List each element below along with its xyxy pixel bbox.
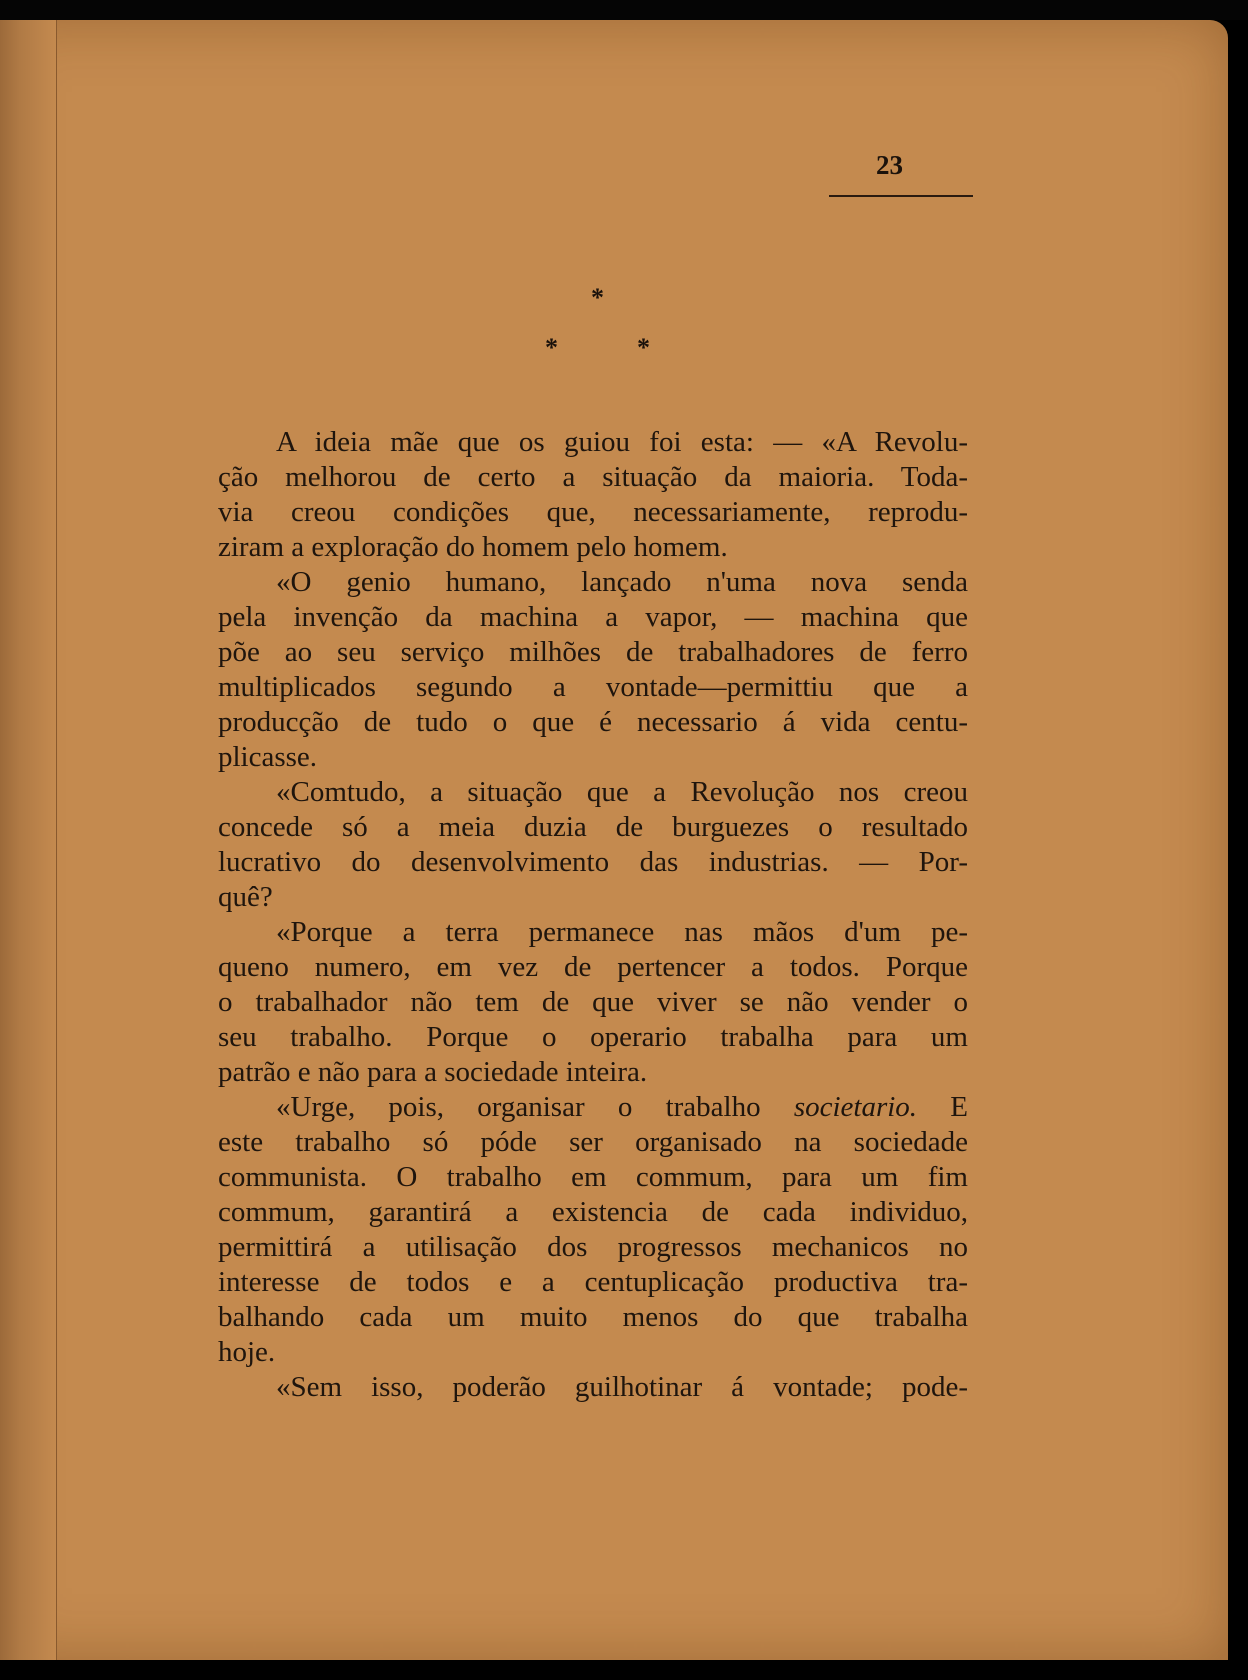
text-line: «Sem isso, poderão guilhotinar á vontade; pode-: [276, 1371, 968, 1403]
asterism-left-star: *: [545, 333, 558, 362]
text-line: A ideia mãe que os guiou foi esta: — «A Revolu-: [276, 426, 968, 458]
text-line: quê?: [218, 881, 273, 913]
asterism-top-star: *: [591, 283, 604, 312]
text-line: lucrativo do desenvolvimento das industrias. — Por-: [218, 846, 968, 878]
emphasized-word: societario.: [793, 1091, 918, 1123]
text-line: «Porque a terra permanece nas mãos d'um pe-: [276, 916, 968, 948]
text-line: concede só a meia duzia de burguezes o resultado: [218, 811, 968, 843]
text-fragment: «Urge, pois, organisar o trabalho: [276, 1091, 761, 1123]
text-line: «O genio humano, lançado n'uma nova senda: [276, 566, 968, 598]
text-line: multiplicados segundo a vontade—permittiu que a: [218, 671, 968, 703]
text-line: permittirá a utilisação dos progressos mechanicos no: [218, 1231, 968, 1263]
text-line-with-emphasis: [218, 1090, 968, 1125]
text-fragment: E: [950, 1091, 969, 1123]
asterism-right-star: *: [637, 333, 650, 362]
book-page: [0, 20, 1228, 1660]
text-line: este trabalho só póde ser organisado na sociedade: [218, 1126, 968, 1158]
text-line: seu trabalho. Porque o operario trabalha para um: [218, 1021, 968, 1053]
text-line: hoje.: [218, 1336, 276, 1368]
text-line: ziram a exploração do homem pelo homem.: [218, 531, 728, 563]
text-line: commum, garantirá a existencia de cada individuo,: [218, 1196, 968, 1228]
text-line: producção de tudo o que é necessario á vida centu-: [218, 706, 968, 738]
text-line: communista. O trabalho em commum, para um fim: [218, 1161, 968, 1193]
text-line: «Comtudo, a situação que a Revolução nos creou: [276, 776, 968, 808]
text-line: pela invenção da machina a vapor, — machina que: [218, 601, 968, 633]
text-line: balhando cada um muito menos do que trabalha: [218, 1301, 968, 1333]
scan-top-edge: [0, 0, 1248, 20]
text-line: põe ao seu serviço milhões de trabalhadores de ferro: [218, 636, 968, 668]
section-break-asterism: [0, 20, 1228, 420]
text-line: ção melhorou de certo a situação da maioria. Toda-: [218, 461, 968, 493]
text-line: o trabalhador não tem de que viver se não vender o: [218, 986, 968, 1018]
text-line: queno numero, em vez de pertencer a todos. Porque: [218, 951, 968, 983]
page-number: 23: [876, 150, 903, 180]
text-line: patrão e não para a sociedade inteira.: [218, 1056, 648, 1088]
text-line: interesse de todos e a centuplicação productiva tra-: [218, 1266, 968, 1298]
text-line: via creou condições que, necessariamente, reprodu-: [218, 496, 968, 528]
body-text: [218, 425, 968, 1405]
text-line: plicasse.: [218, 741, 318, 773]
